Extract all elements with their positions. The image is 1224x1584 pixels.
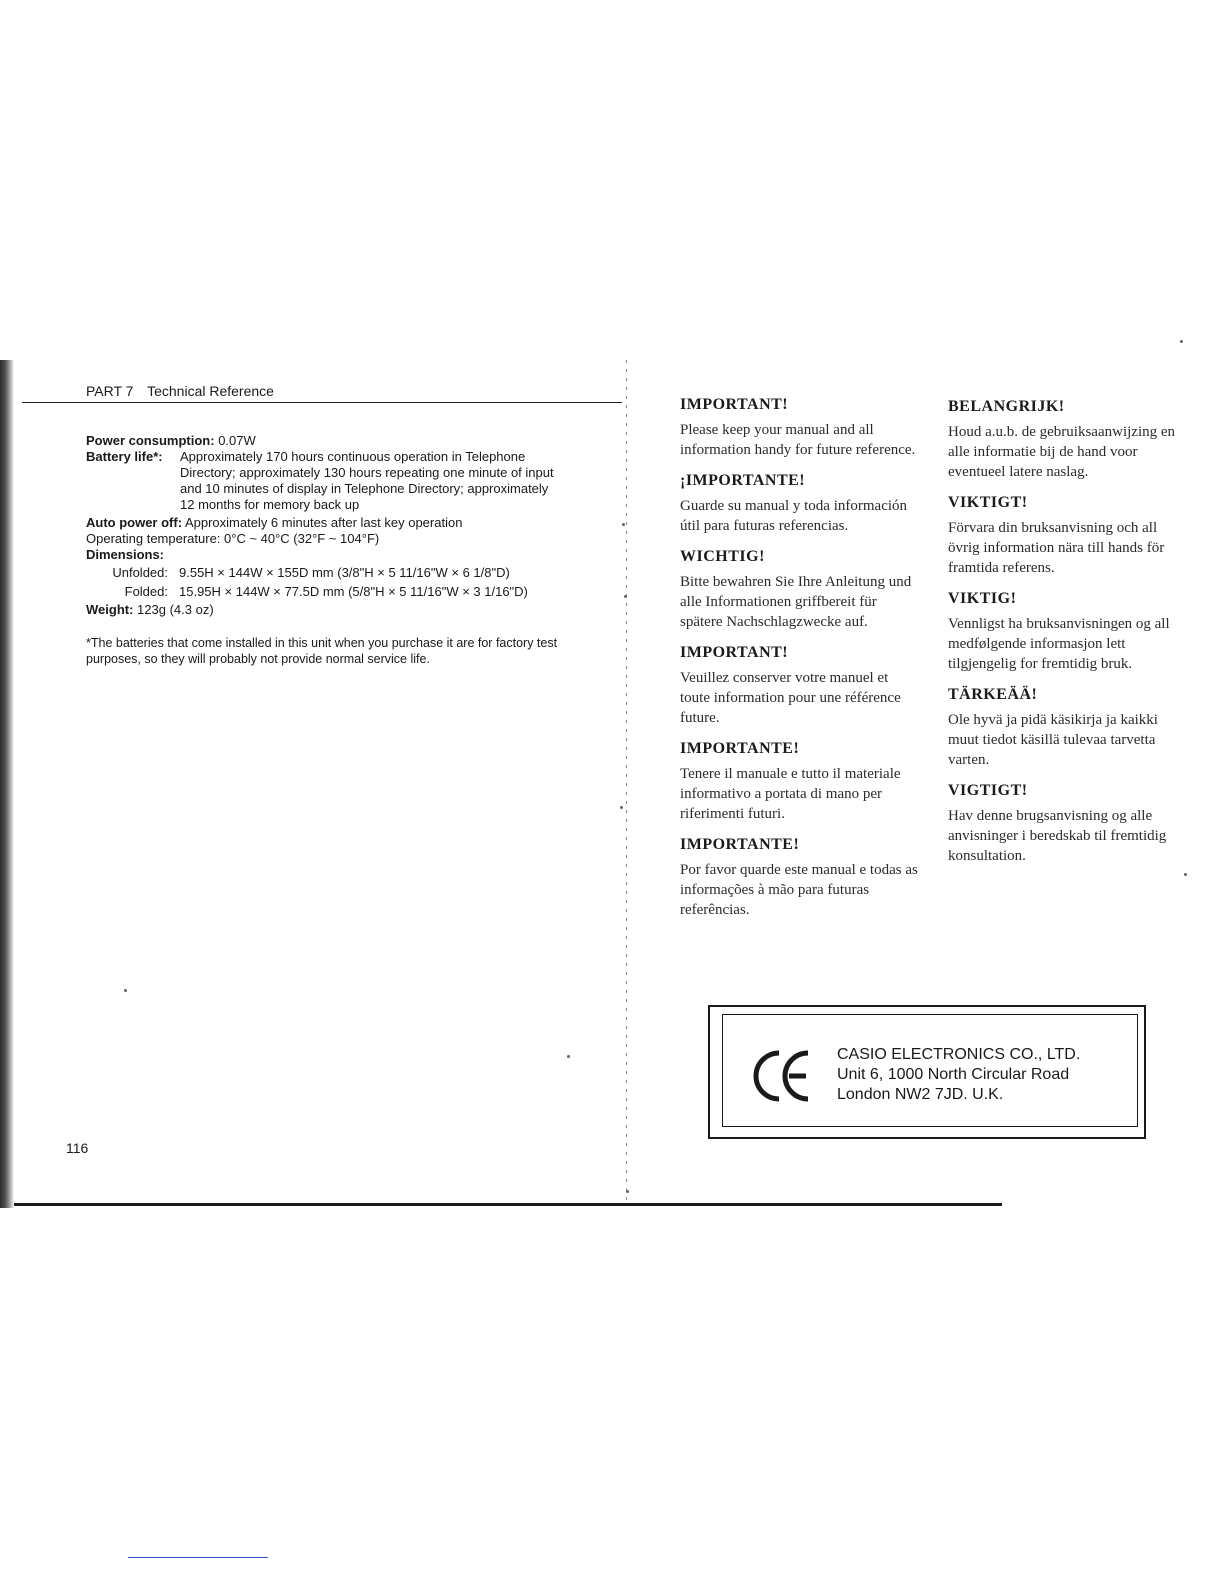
spec-dimensions: [86, 547, 164, 563]
bottom-edge-right: [606, 1203, 1002, 1206]
notice-heading: IMPORTANT!: [680, 644, 789, 661]
notice-heading: VIGTIGT!: [948, 782, 1028, 799]
scan-speck: [620, 806, 623, 809]
section-title: Technical Reference: [147, 383, 274, 399]
notice-text: Bitte bewahren Sie Ihre Anleitung und alle Informationen griffbereit für spätere Nachschlagzwecke auf.: [680, 574, 912, 630]
notice-dutch: [948, 398, 1188, 482]
folded-label: Folded:: [124, 584, 168, 599]
address-line-1: Unit 6, 1000 North Circular Road: [837, 1066, 1070, 1083]
notice-text: Tenere il manuale e tutto il materiale informativo a portata di mano per riferimenti futuri.: [680, 766, 901, 822]
notice-text: Ole hyvä ja pidä käsikirja ja kaikki muut tiedot käsillä tulevaa tarvetta varten.: [948, 712, 1158, 768]
battery-label: Battery life*:: [86, 449, 163, 464]
dimensions-label: Dimensions:: [86, 547, 165, 562]
notice-heading: TÄRKEÄÄ!: [948, 686, 1038, 703]
notice-text: Förvara din bruksanvisning och all övrig information nära till hands för framtida referens.: [948, 520, 1165, 576]
ce-mark-icon: [753, 1045, 811, 1107]
notice-german: [680, 548, 920, 632]
unfolded-label: Unfolded:: [112, 565, 168, 580]
ce-conformity-box: [708, 1005, 1146, 1139]
manufacturer-address: [837, 1045, 1080, 1105]
ce-inner-frame: [722, 1014, 1138, 1127]
notice-french: [680, 644, 920, 728]
folded-value: 15.95H × 144W × 77.5D mm (5/8"H × 5 11/16"W × 3 1/16"D): [179, 584, 528, 599]
notice-swedish: [948, 494, 1188, 578]
header-rule: [22, 402, 622, 403]
notice-heading: IMPORTANTE!: [680, 836, 800, 853]
battery-line-2: Directory; approximately 130 hours repeating one minute of input: [180, 465, 554, 480]
battery-line-1: Approximately 170 hours continuous operation in Telephone: [180, 449, 526, 464]
notice-english: [680, 396, 920, 460]
notice-text: Houd a.u.b. de gebruiksaanwijzing en alle informatie bij de hand voor eventueel latere naslag.: [948, 424, 1176, 480]
language-column-2: [948, 398, 1188, 878]
weight-value: 123g (4.3 oz): [137, 602, 214, 617]
spec-auto-power: [86, 515, 462, 531]
scan-speck: [622, 523, 625, 526]
scan-speck: [626, 1190, 629, 1193]
scan-speck: [1184, 873, 1187, 876]
spec-power: [86, 433, 256, 449]
notice-text: Hav denne brugsanvisning og alle anvisninger i beredskab til fremtidig konsultation.: [948, 808, 1167, 864]
notice-heading: BELANGRIJK!: [948, 398, 1065, 415]
auto-power-value: Approximately 6 minutes after last key operation: [184, 515, 463, 530]
battery-line-4: 12 months for memory back up: [180, 497, 360, 512]
notice-norwegian: [948, 590, 1188, 674]
notice-text: Por favor quarde este manual e todas as informações à mão para futuras referências.: [680, 862, 918, 918]
notice-text: Please keep your manual and all information handy for future reference.: [680, 422, 916, 458]
scan-speck: [624, 595, 627, 598]
notice-finnish: [948, 686, 1188, 770]
page-number: 116: [66, 1140, 89, 1156]
scan-speck: [124, 989, 127, 992]
battery-line-3: and 10 minutes of display in Telephone Directory; approximately: [180, 481, 549, 496]
notice-heading: WICHTIG!: [680, 548, 765, 565]
spec-operating-temp: Operating temperature: 0°C ~ 40°C (32°F ~ 104°F): [86, 531, 380, 546]
company-name: CASIO ELECTRONICS CO., LTD.: [837, 1046, 1081, 1063]
notice-heading: VIKTIG!: [948, 590, 1017, 607]
notice-italian: [680, 740, 920, 824]
battery-footnote: *The batteries that come installed in this unit when you purchase it are for factory test purposes, so they will probably not provide normal service life.: [86, 636, 558, 666]
language-column-1: [680, 396, 920, 932]
notice-text: Vennligst ha bruksanvisningen og all medfølgende informasjon lett tilgjengelig for fremtidig bruk.: [948, 616, 1170, 672]
part-number: PART 7: [86, 383, 134, 399]
address-line-2: London NW2 7JD. U.K.: [837, 1086, 1004, 1103]
notice-portuguese: [680, 836, 920, 920]
notice-text: Guarde su manual y toda información útil para futuras referencias.: [680, 498, 908, 534]
power-label: Power consumption:: [86, 433, 215, 448]
page-gutter: [626, 360, 627, 1206]
notice-heading: IMPORTANT!: [680, 396, 789, 413]
blue-underline-artifact: [128, 1557, 268, 1558]
scan-speck: [567, 1055, 570, 1058]
power-value: 0.07W: [218, 433, 256, 448]
notice-heading: IMPORTANTE!: [680, 740, 800, 757]
running-header: [86, 383, 274, 399]
notice-text: Veuillez conserver votre manuel et toute information pour une référence future.: [680, 670, 901, 726]
weight-label: Weight:: [86, 602, 134, 617]
notice-heading: ¡IMPORTANTE!: [680, 472, 806, 489]
notice-heading: VIKTIGT!: [948, 494, 1028, 511]
notice-danish: [948, 782, 1188, 866]
scan-speck: [1180, 340, 1183, 343]
scan-edge-shadow: [0, 360, 14, 1208]
spec-weight: [86, 602, 214, 618]
unfolded-value: 9.55H × 144W × 155D mm (3/8"H × 5 11/16"W × 6 1/8"D): [179, 565, 510, 580]
notice-spanish: [680, 472, 920, 536]
auto-power-label: Auto power off:: [86, 515, 183, 530]
spec-battery: [86, 449, 163, 465]
bottom-edge-left: [14, 1203, 618, 1206]
